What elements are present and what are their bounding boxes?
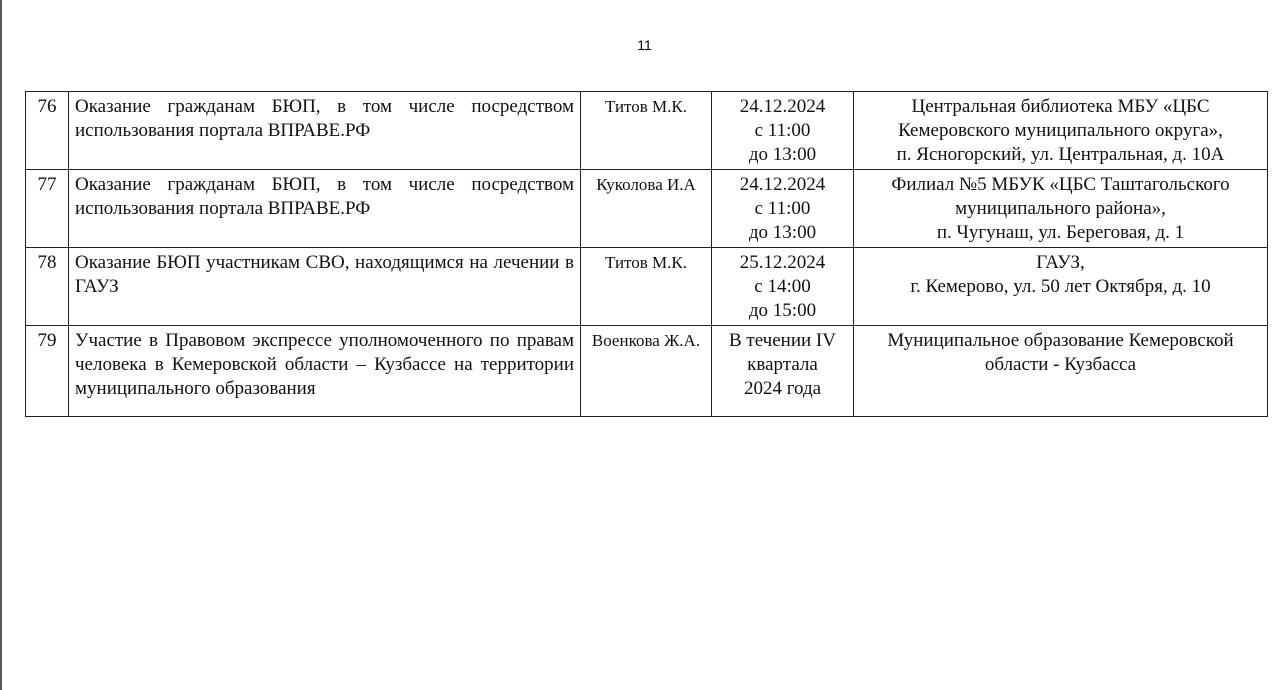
- row-number: 79: [26, 326, 69, 417]
- events-table: [25, 91, 1268, 417]
- event-time-from: с 11:00: [754, 198, 811, 219]
- event-time-to: до 15:00: [748, 300, 817, 321]
- responsible-person: Куколова И.А: [581, 170, 712, 248]
- responsible-person: Титов М.К.: [581, 248, 712, 326]
- event-location: [854, 92, 1268, 170]
- location-line: Филиал №5 МБУК «ЦБС Таштагольского: [891, 174, 1230, 195]
- event-date: 24.12.2024: [739, 174, 826, 195]
- row-number: 76: [26, 92, 69, 170]
- event-datetime: [712, 170, 854, 248]
- row-number: 78: [26, 248, 69, 326]
- event-location: [854, 326, 1268, 417]
- location-line: Муниципальное образование Кемеровской: [887, 330, 1234, 351]
- event-date: 24.12.2024: [739, 96, 826, 117]
- location-line: области - Кузбасса: [984, 354, 1137, 375]
- event-period: квартала: [747, 354, 818, 375]
- location-line: г. Кемерово, ул. 50 лет Октября, д. 10: [910, 276, 1211, 297]
- event-location: [854, 248, 1268, 326]
- event-time-to: до 13:00: [748, 222, 817, 243]
- location-line: п. Чугунаш, ул. Береговая, д. 1: [936, 222, 1185, 243]
- responsible-person: Титов М.К.: [581, 92, 712, 170]
- page-number: 11: [637, 37, 652, 53]
- table-row: [26, 248, 1268, 326]
- event-title: Оказание гражданам БЮП, в том числе посредством использования портала ВПРАВЕ.РФ: [69, 92, 581, 170]
- table-row: [26, 92, 1268, 170]
- event-period: 2024 года: [743, 378, 822, 399]
- location-line: Центральная библиотека МБУ «ЦБС: [911, 96, 1210, 117]
- event-date: 25.12.2024: [739, 252, 826, 273]
- table-row: [26, 326, 1268, 417]
- event-period: В течении IV: [729, 330, 836, 351]
- event-location: [854, 170, 1268, 248]
- event-datetime: [712, 92, 854, 170]
- event-time-to: до 13:00: [748, 144, 817, 165]
- event-title: Оказание БЮП участникам СВО, находящимся на лечении в ГАУЗ: [69, 248, 581, 326]
- event-time-from: с 14:00: [754, 276, 811, 297]
- event-datetime: [712, 248, 854, 326]
- row-number: 77: [26, 170, 69, 248]
- event-time-from: с 11:00: [754, 120, 811, 141]
- event-datetime: [712, 326, 854, 417]
- location-line: п. Ясногорский, ул. Центральная, д. 10А: [896, 144, 1225, 165]
- event-title: Участие в Правовом экспрессе уполномоченного по правам человека в Кемеровской области – Кузбассе на территории муниципального образования: [69, 326, 581, 417]
- event-title: Оказание гражданам БЮП, в том числе посредством использования портала ВПРАВЕ.РФ: [69, 170, 581, 248]
- location-line: Кемеровского муниципального округа»,: [898, 120, 1223, 141]
- location-line: муниципального района»,: [955, 198, 1166, 219]
- responsible-person: Военкова Ж.А.: [581, 326, 712, 417]
- table-row: [26, 170, 1268, 248]
- location-line: ГАУЗ,: [1036, 252, 1085, 273]
